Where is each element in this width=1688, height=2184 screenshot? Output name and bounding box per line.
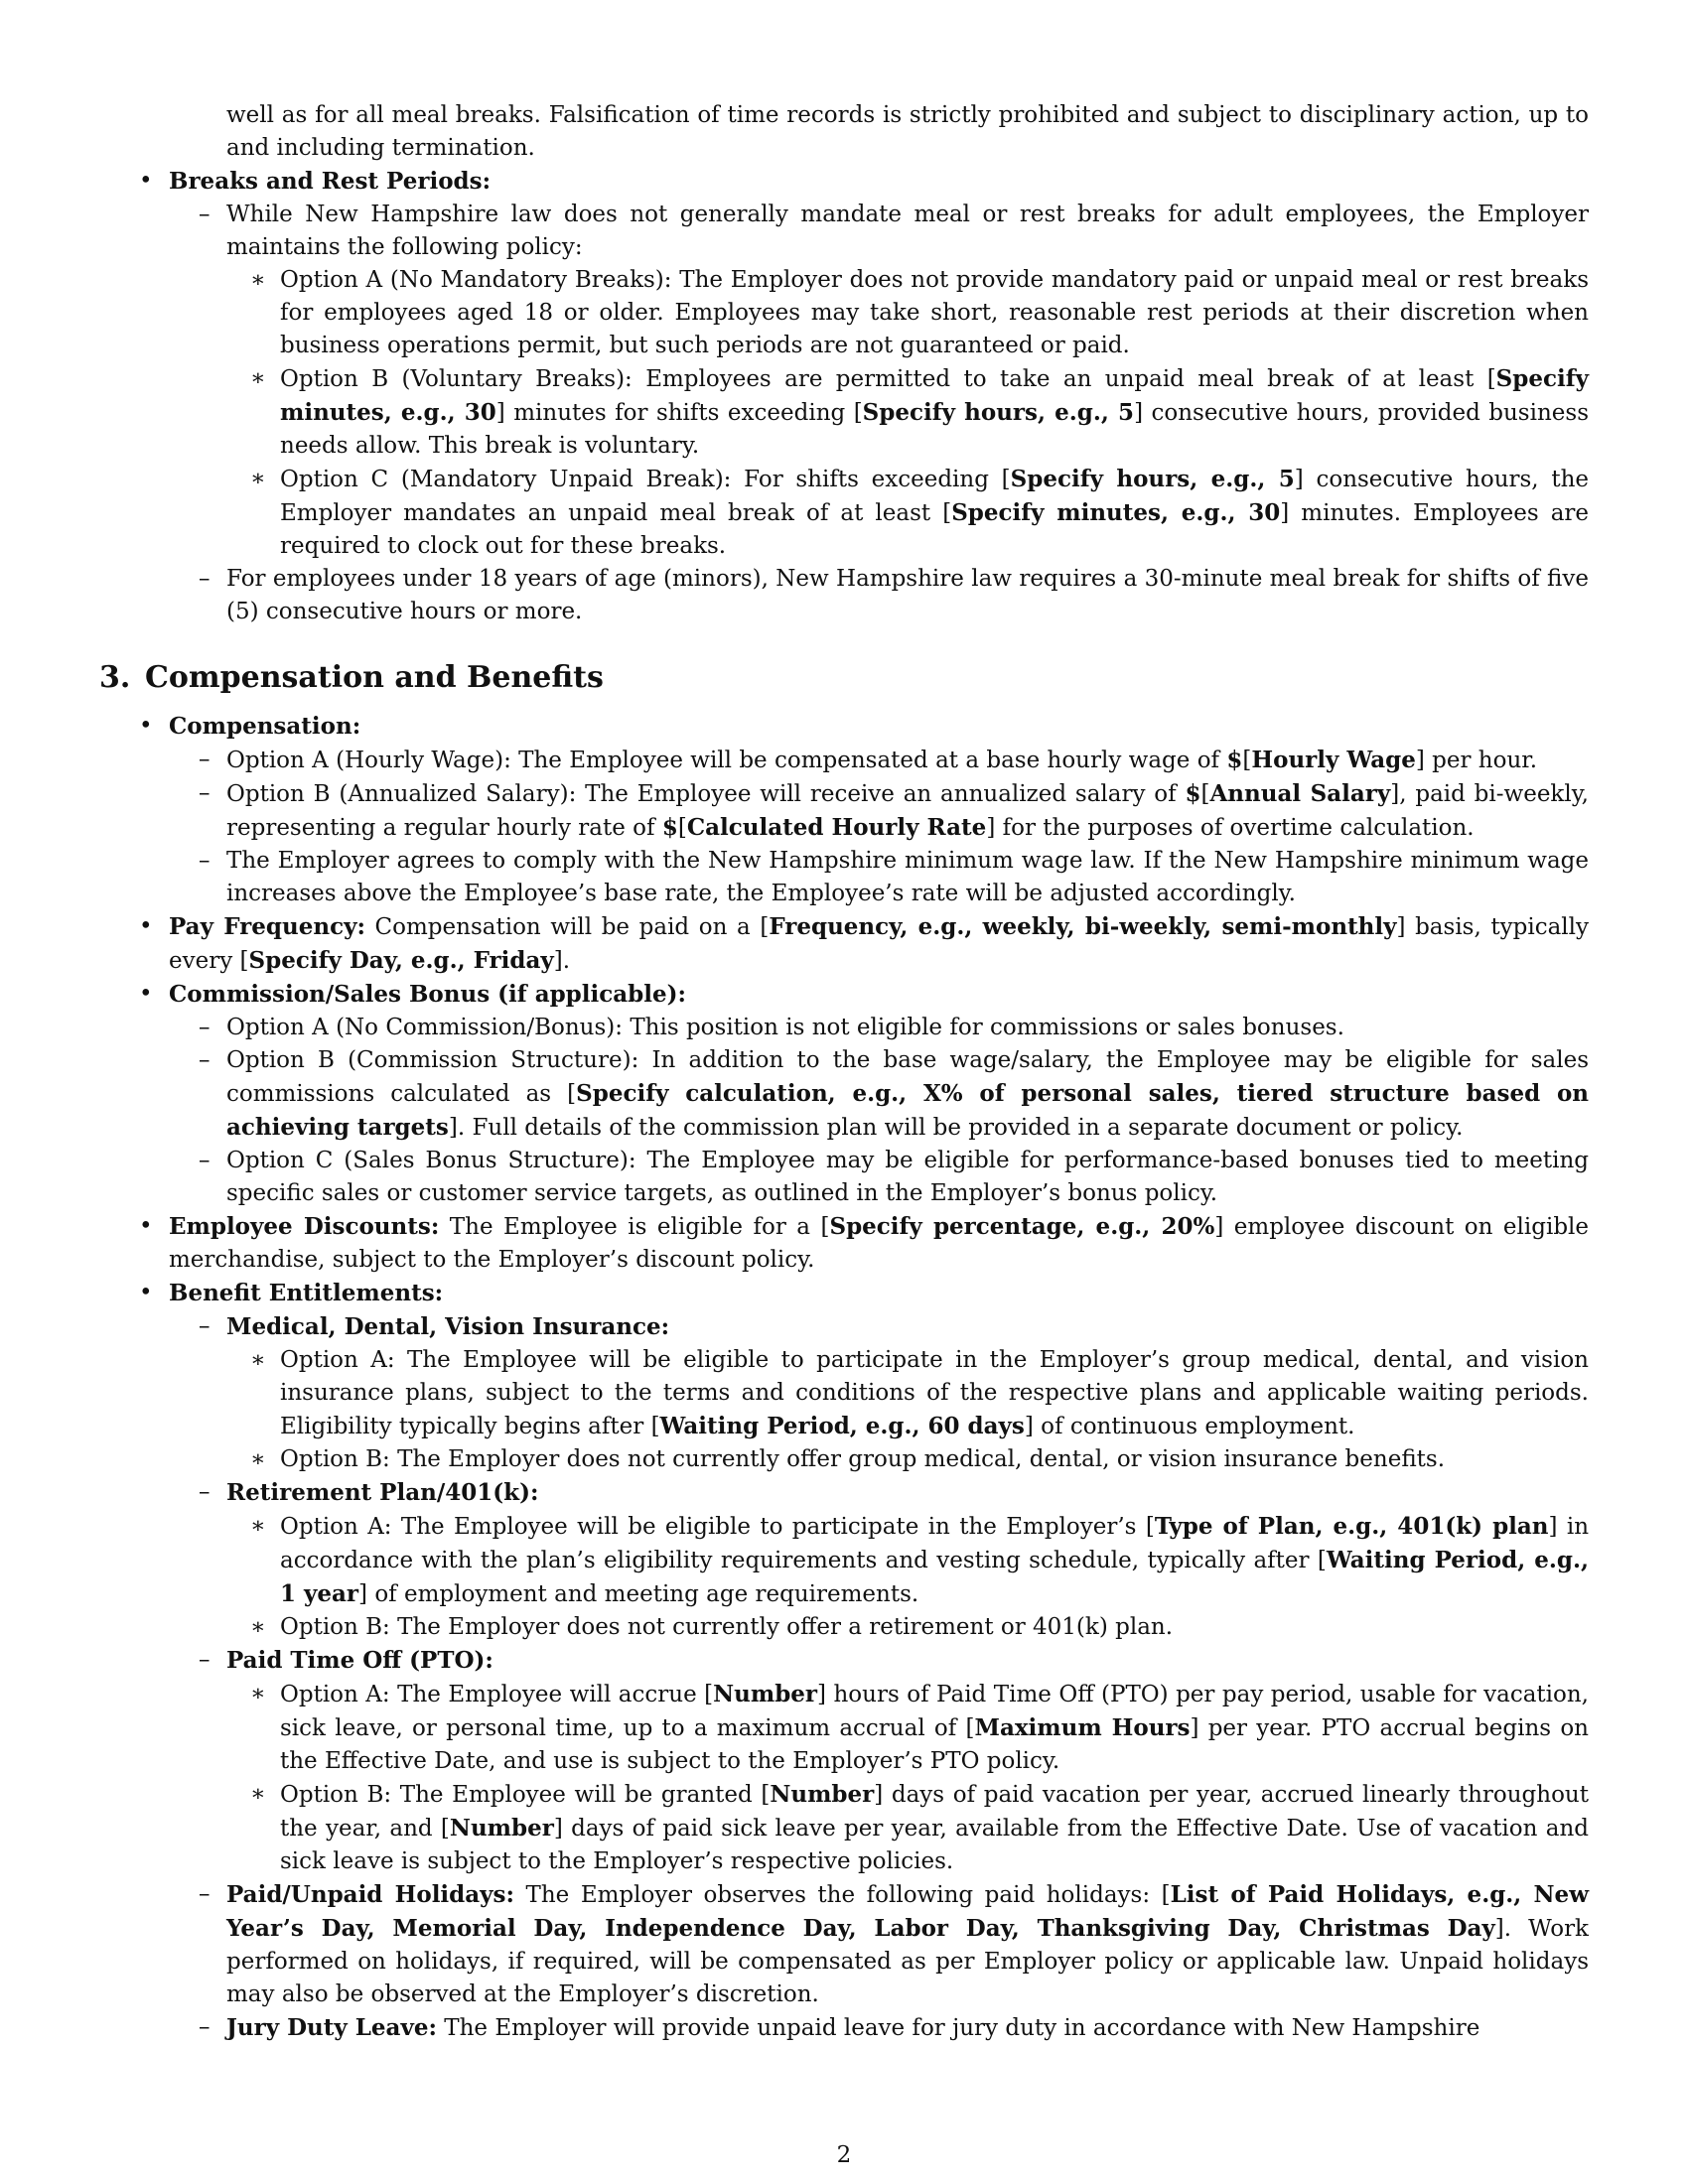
document-body: [99, 99, 1589, 2045]
list-marker: •: [139, 713, 153, 739]
list-item-level-1: [99, 1277, 1589, 1310]
section-heading: [99, 658, 1589, 698]
section-title: Compensation and Benefits: [145, 660, 604, 695]
list-item-text: Option A (Hourly Wage): The Employee will be compensated at a base hourly wage of $[Hourly Wage] per hour.: [226, 747, 1538, 773]
list-item-text: well as for all meal breaks. Falsification of time records is strictly prohibited and subject to disciplinary action, up to and including termination.: [226, 102, 1589, 161]
list-item-level-2: [99, 2011, 1589, 2045]
list-marker: •: [139, 1280, 153, 1305]
list-item-level-1: [99, 1210, 1589, 1277]
list-item-level-3: [99, 1611, 1589, 1644]
list-item-level-2: [99, 563, 1589, 628]
list-item-text: Option A (No Commission/Bonus): This position is not eligible for commissions or sales bonuses.: [226, 1015, 1344, 1040]
list-item-level-1: [99, 165, 1589, 199]
list-item-text: Paid/Unpaid Holidays: The Employer observes the following paid holidays: [List of Paid Holidays, e.g., New Year’s Day, Memorial Day, Independence Day, Labor Day, Thanksgiving Day, Christmas Day]. Work performed on holidays, if required, will be compensated as per Employer policy or applicable law. Unpaid holidays may also be observed at the Employer’s discretion.: [226, 1881, 1589, 2007]
list-item-level-2: [99, 1310, 1589, 1344]
section-number: 3.: [99, 660, 131, 695]
list-item-level-3: [99, 362, 1589, 463]
list-item-text: While New Hampshire law does not generally mandate meal or rest breaks for adult employees, the Employer maintains the following policy:: [226, 202, 1589, 260]
list-marker: –: [199, 1881, 211, 1907]
list-marker: ∗: [250, 466, 266, 491]
list-item-level-3: [99, 463, 1589, 563]
list-item-level-3: [99, 1778, 1589, 1878]
list-marker: •: [139, 168, 153, 194]
list-item-text: Option C (Sales Bonus Structure): The Employee may be eligible for performance-based bonuses tied to meeting specific sales or customer service targets, as outlined in the Employer’s bonus policy.: [226, 1148, 1589, 1206]
list-item-level-1: [99, 978, 1589, 1012]
list-item-level-3: [99, 1344, 1589, 1443]
list-item-text: Breaks and Rest Periods:: [169, 168, 492, 195]
list-item-level-3: [99, 264, 1589, 362]
list-item-text: Medical, Dental, Vision Insurance:: [226, 1313, 670, 1340]
list-item-text: Option A (No Mandatory Breaks): The Employer does not provide mandatory paid or unpaid meal or rest breaks for employees aged 18 or older. Employees may take short, reasonable rest periods at their discretion when business operations permit, but such periods are not guaranteed or paid.: [280, 267, 1589, 358]
list-marker: –: [199, 202, 211, 227]
list-item-text: For employees under 18 years of age (minors), New Hampshire law requires a 30-minute meal break for shifts of five (5) consecutive hours or more.: [226, 566, 1589, 624]
list-item-level-2: [99, 1044, 1589, 1145]
list-marker: –: [199, 1313, 211, 1339]
list-item-level-2: [99, 99, 1589, 165]
list-marker: –: [199, 1148, 211, 1173]
list-marker: –: [199, 1479, 211, 1505]
list-marker: ∗: [250, 1347, 266, 1373]
list-item-text: Option C (Mandatory Unpaid Break): For shifts exceeding [Specify hours, e.g., 5] consecutive hours, the Employer mandates an unpaid meal break of at least [Specify minutes, e.g., 30] minutes. Employees are required to clock out for these breaks.: [280, 466, 1590, 559]
list-item-level-2: [99, 1644, 1589, 1678]
list-item-level-2: [99, 1012, 1589, 1044]
list-marker: –: [199, 747, 211, 772]
list-item-text: Pay Frequency: Compensation will be paid on a [Frequency, e.g., weekly, bi-weekly, semi-monthly] basis, typically every [Specify Day, e.g., Friday].: [169, 913, 1590, 974]
list-item-level-2: [99, 1878, 1589, 2011]
list-item-text: Commission/Sales Bonus (if applicable):: [169, 981, 686, 1008]
list-item-text: Option B: The Employer does not currently offer group medical, dental, or vision insurance benefits.: [280, 1446, 1446, 1472]
list-marker: •: [139, 981, 153, 1007]
list-marker: ∗: [250, 365, 266, 391]
list-item-level-2: [99, 777, 1589, 845]
list-item-text: Option A: The Employee will be eligible to participate in the Employer’s [Type of Plan, e.g., 401(k) plan] in accordance with the plan’s eligibility requirements and vesting schedule, typically after [Waiting Period, e.g., 1 year] of employment and meeting age requirements.: [280, 1513, 1590, 1607]
list-item-text: Option B (Voluntary Breaks): Employees are permitted to take an unpaid meal break of at least [Specify minutes, e.g., 30] minutes for shifts exceeding [Specify hours, e.g., 5] consecutive hours, provided business needs allow. This break is voluntary.: [280, 365, 1589, 459]
list-item-level-3: [99, 1443, 1589, 1476]
list-item-text: Option A: The Employee will accrue [Number] hours of Paid Time Off (PTO) per pay period, usable for vacation, sick leave, or personal time, up to a maximum accrual of [Maximum Hours] per year. PTO accrual begins on the Effective Date, and use is subject to the Employer’s PTO policy.: [280, 1681, 1589, 1774]
list-item-text: The Employer agrees to comply with the New Hampshire minimum wage law. If the New Hampshire minimum wage increases above the Employee’s base rate, the Employee’s rate will be adjusted accordingly.: [226, 848, 1589, 906]
list-item-text: Benefit Entitlements:: [169, 1280, 444, 1306]
list-item-level-2: [99, 845, 1589, 910]
list-marker: –: [199, 848, 211, 874]
list-marker: ∗: [250, 1681, 266, 1706]
list-item-level-3: [99, 1678, 1589, 1778]
list-item-text: Option B (Annualized Salary): The Employee will receive an annualized salary of $[Annual Salary], paid bi-weekly, representing a regular hourly rate of $[Calculated Hourly Rate] for the purposes of overtime calculation.: [226, 780, 1589, 841]
list-marker: ∗: [250, 1614, 266, 1640]
list-marker: –: [199, 2014, 211, 2040]
list-item-level-2: [99, 744, 1589, 777]
list-item-text: Paid Time Off (PTO):: [226, 1647, 493, 1674]
list-item-level-2: [99, 1145, 1589, 1210]
list-item-text: Employee Discounts: The Employee is eligible for a [Specify percentage, e.g., 20%] employee discount on eligible merchandise, subject to the Employer’s discount policy.: [169, 1213, 1590, 1273]
list-item-text: Option B (Commission Structure): In addition to the base wage/salary, the Employee may be eligible for sales commissions calculated as [Specify calculation, e.g., X% of personal sales, tiered structure based on achieving targets]. Full details of the commission plan will be provided in a separate document or policy.: [226, 1047, 1590, 1141]
list-item-text: Jury Duty Leave: The Employer will provide unpaid leave for jury duty in accordance with New Hampshire: [226, 2014, 1480, 2041]
list-marker: –: [199, 1047, 211, 1073]
list-item-level-1: [99, 710, 1589, 744]
list-marker: •: [139, 1213, 153, 1239]
list-item-level-3: [99, 1510, 1589, 1611]
list-marker: ∗: [250, 1781, 266, 1807]
list-marker: –: [199, 566, 211, 592]
list-item-text: Option B: The Employee will be granted [Number] days of paid vacation per year, accrued linearly throughout the year, and [Number] days of paid sick leave per year, available from the Effective Date. Use of vacation and sick leave is subject to the Employer’s respective policies.: [280, 1781, 1590, 1874]
list-marker: •: [139, 913, 153, 939]
list-marker: ∗: [250, 1446, 266, 1472]
page-number: 2: [836, 2142, 852, 2168]
list-marker: –: [199, 1647, 211, 1673]
list-item-text: Option A: The Employee will be eligible to participate in the Employer’s group medical, dental, and vision insurance plans, subject to the terms and conditions of the respective plans and applicable waiting periods. Eligibility typically begins after [Waiting Period, e.g., 60 days] of continuous employment.: [280, 1347, 1589, 1439]
list-marker: –: [199, 1015, 211, 1040]
list-marker: ∗: [250, 267, 266, 293]
list-item-text: Retirement Plan/401(k):: [226, 1479, 539, 1506]
list-item-level-2: [99, 199, 1589, 264]
list-marker: ∗: [250, 1513, 266, 1539]
list-item-text: Compensation:: [169, 713, 361, 740]
list-item-level-2: [99, 1476, 1589, 1510]
list-item-level-1: [99, 910, 1589, 978]
document-page: [99, 99, 1589, 2045]
list-marker: –: [199, 780, 211, 806]
list-item-text: Option B: The Employer does not currently offer a retirement or 401(k) plan.: [280, 1614, 1174, 1640]
